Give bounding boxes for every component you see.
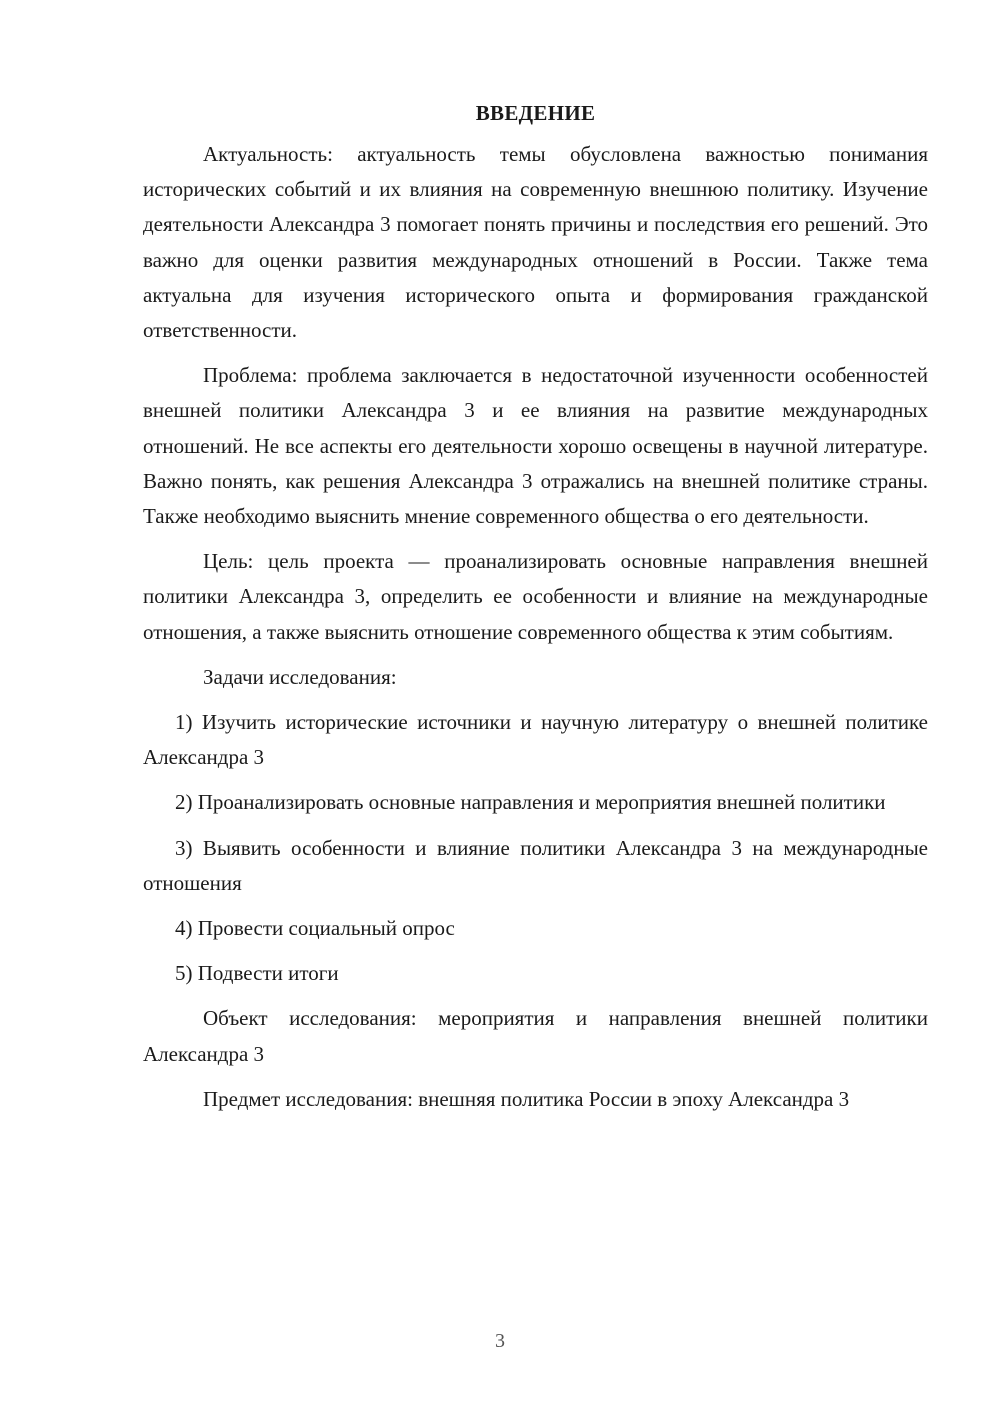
document-page <box>143 96 928 1127</box>
task-item-3: 3) Выявить особенности и влияние политики Александра 3 на международные отношения <box>143 835 928 895</box>
task-item-5: 5) Подвести итоги <box>175 961 339 986</box>
paragraph-object: Объект исследования: мероприятия и направления внешней политики Александра 3 <box>143 1006 928 1066</box>
task-item-4: 4) Провести социальный опрос <box>175 916 455 941</box>
paragraph-problem: Проблема: проблема заключается в недостаточной изученности особенностей внешней политики Александра 3 и ее влияния на развитие международных отношений. Не все аспекты его деятельности хорошо освещены в научной литературе. Важно понять, как решения Александра 3 отражались на внешней политике страны. Также необходимо выяснить мнение современного общества о его деятельности. <box>143 363 928 529</box>
paragraph-goal: Цель: цель проекта — проанализировать основные направления внешней политики Александра 3, определить ее особенности и влияние на международные отношения, а также выяснить отношение современного общества к этим событиям. <box>143 549 928 644</box>
section-title: ВВЕДЕНИЕ <box>475 101 596 125</box>
paragraph-subject: Предмет исследования: внешняя политика России в эпоху Александра 3 <box>203 1086 850 1111</box>
paragraph-relevance: Актуальность: актуальность темы обусловлена важностью понимания исторических событий и их влияния на современную внешнюю политику. Изучение деятельности Александра 3 помогает понять причины и последствия его решений. Это важно для оценки развития международных отношений в России. Также тема актуальна для изучения исторического опыта и формирования гражданской ответственности. <box>143 142 928 343</box>
task-item-1: 1) Изучить исторические источники и научную литературу о внешней политике Александра 3 <box>143 710 928 770</box>
page-number: 3 <box>495 1330 505 1352</box>
task-item-2: 2) Проанализировать основные направления и мероприятия внешней политики <box>175 790 886 815</box>
tasks-heading: Задачи исследования: <box>203 664 397 689</box>
